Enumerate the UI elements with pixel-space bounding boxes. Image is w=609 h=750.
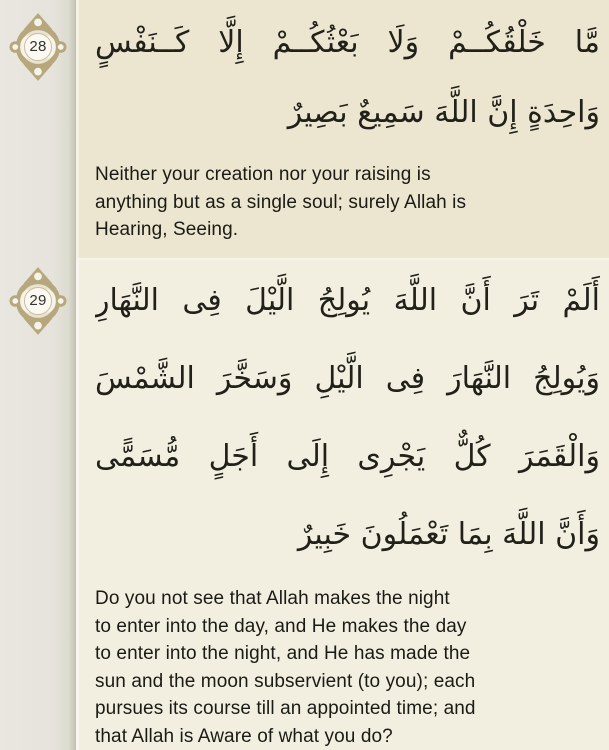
verse-29-arabic-text bbox=[95, 260, 600, 574]
translation-line: anything but as a single soul; surely Allah is bbox=[95, 191, 467, 213]
translation-line: to enter into the night, and He has made the bbox=[95, 643, 471, 664]
verse-number: 29 bbox=[29, 291, 47, 309]
verse-28-badge[interactable] bbox=[9, 13, 67, 81]
arabic-line: وَيُولِجُ النَّهَارَ فِى الَّيْلِ وَسَخَّرَ الشَّمْسَ bbox=[95, 361, 600, 396]
verse-28-block[interactable] bbox=[76, 0, 609, 258]
translation-line: pursues its course till an appointed time; and bbox=[95, 698, 476, 719]
arabic-line: أَلَمْ تَرَ أَنَّ اللَّهَ يُولِجُ الَّيْلَ فِى النَّهَارِ bbox=[95, 283, 600, 318]
translation-line: Neither your creation nor your raising is bbox=[95, 164, 431, 185]
verse-29-translation-text bbox=[95, 585, 600, 750]
verse-28-arabic-text bbox=[95, 0, 600, 148]
verse-29-badge[interactable] bbox=[9, 267, 67, 335]
translation-line: Hearing, Seeing. bbox=[95, 219, 239, 240]
arabic-line: وَأَنَّ اللَّهَ بِمَا تَعْمَلُونَ خَبِيرٌ bbox=[297, 517, 600, 552]
verse-list bbox=[76, 0, 609, 750]
verse-29-block[interactable] bbox=[76, 258, 609, 750]
translation-line: to enter into the day, and He makes the day bbox=[95, 615, 467, 637]
verse-number-rail bbox=[0, 0, 76, 750]
arabic-line: وَالْقَمَرَ كُلٌّ يَجْرِى إِلَى أَجَلٍ مُّسَمًّى bbox=[95, 439, 600, 474]
arabic-line: وَاحِدَةٍ إِنَّ اللَّهَ سَمِيعٌ بَصِيرٌ bbox=[287, 95, 600, 130]
translation-line: Do you not see that Allah makes the night bbox=[95, 588, 450, 609]
translation-line: that Allah is Aware of what you do? bbox=[95, 725, 393, 747]
translation-line: sun and the moon subservient (to you); each bbox=[95, 670, 476, 692]
arabic-line: مَّا خَلْقُكُــمْ وَلَا بَعْثُكُــمْ إِلَّا كَــنَفْسٍ bbox=[95, 25, 600, 60]
verse-number: 28 bbox=[29, 37, 47, 55]
verse-28-translation-text bbox=[95, 161, 600, 244]
